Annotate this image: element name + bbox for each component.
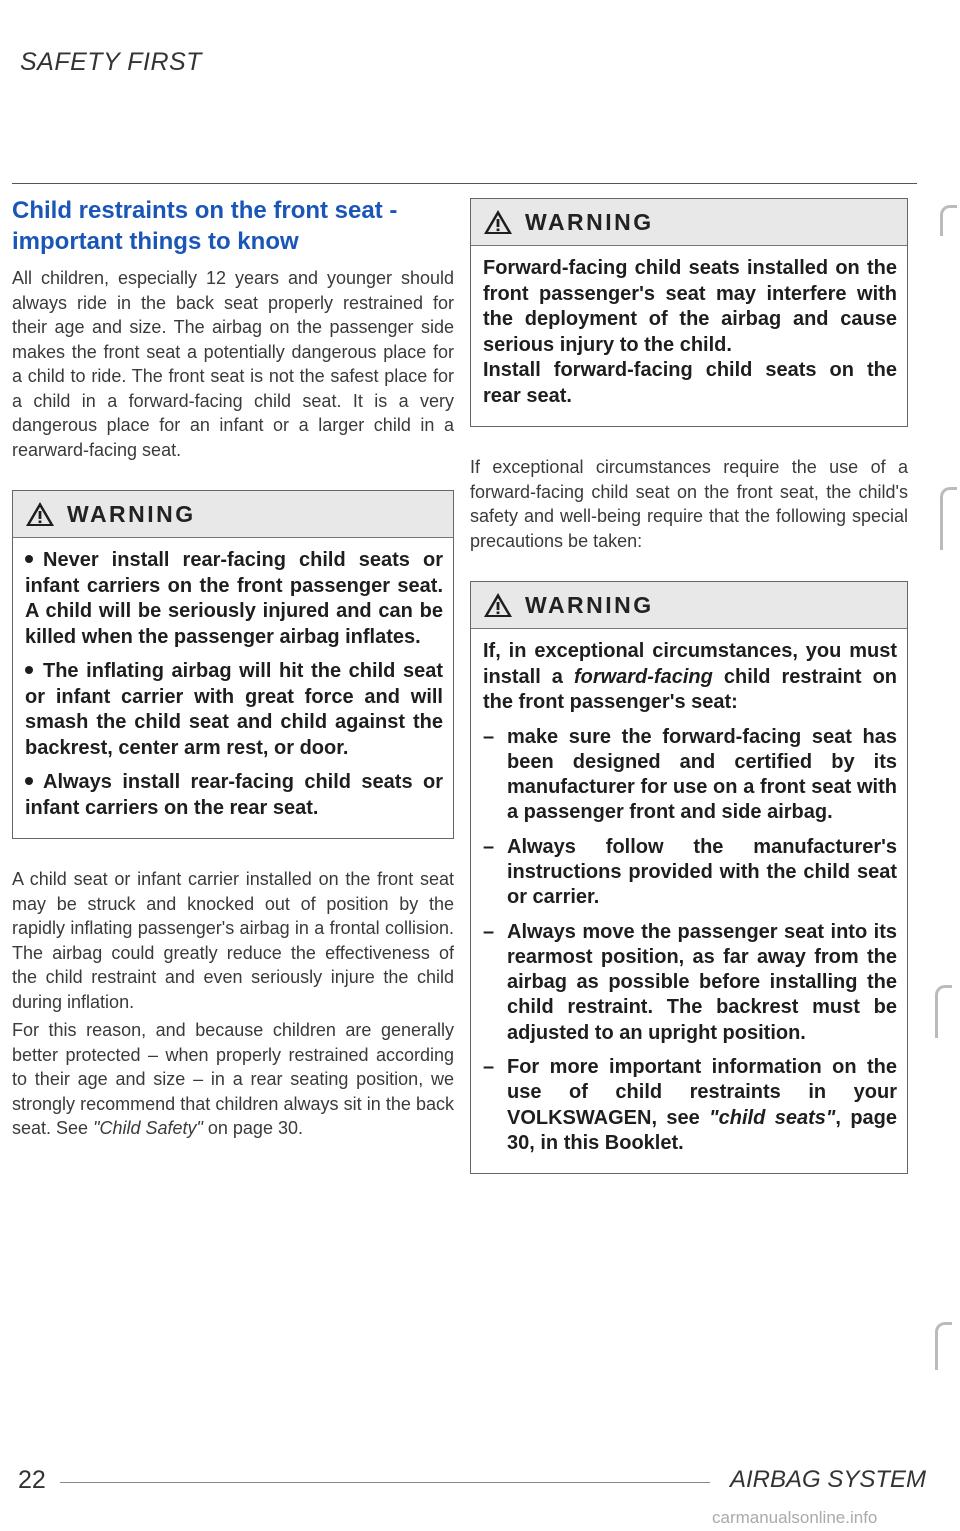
warning-body (471, 246, 907, 426)
top-divider (12, 183, 917, 184)
warning-header (471, 199, 907, 246)
page-edge-mark (935, 985, 952, 1038)
warning-text: Install forward-facing child seats on the rear seat. (483, 359, 897, 407)
warning-header (471, 582, 907, 629)
warning-bullet: The inflating airbag will hit the child seat or infant carrier with great force and will smash the child seat and child against the backrest, center arm rest, or door. (25, 660, 443, 759)
warning-list-item: – Always move the passenger seat into its rearmost position, as far away from the airbag as possible before installing the child restraint. The backrest must be adjusted to an upright position. (483, 920, 897, 1044)
warning-list-item: – For more important information on the use of child restraints in your VOLKSWAGEN, see "child seats", page 30, in this Booklet. (483, 1056, 897, 1154)
bullet-icon (25, 666, 33, 674)
left-column (12, 195, 454, 1141)
warning-triangle-icon (483, 592, 513, 618)
warning-triangle-icon (25, 501, 55, 527)
warning-label: WARNING (525, 208, 654, 235)
page-number: 22 (18, 1466, 46, 1494)
child-seats-reference: "child seats" (709, 1106, 836, 1129)
warning-list-item: – make sure the forward-facing seat has been designed and certified by its manufacturer for use on a front seat with a passenger front and side airbag. (483, 725, 897, 824)
warning-box-forward-facing (470, 198, 908, 427)
bullet-icon (25, 555, 33, 563)
paragraph-recommendation: For this reason, and because children are generally better protected – when properly restrained according to their age and size – in a rear seating position, we strongly recommend that children always sit in the back seat. See "Child Safety" on page 30. (12, 1020, 454, 1138)
section-heading: Child restraints on the front seat - important things to know (12, 197, 398, 255)
right-column (470, 196, 908, 1202)
paragraph-frontal-collision: A child seat or infant carrier installed on the front seat may be struck and knocked out of position by the rapidly inflating passenger's airbag in a frontal collision. The airbag could greatly reduce the effectiveness of the child restraint and even seriously injure the child during inflation. (12, 869, 454, 1012)
page-header-title: SAFETY FIRST (20, 48, 202, 76)
footer-title: AIRBAG SYSTEM (730, 1466, 927, 1493)
page-edge-mark (940, 487, 957, 550)
warning-bullet: Always install rear-facing child seats or infant carriers on the rear seat. (25, 771, 443, 819)
child-safety-reference: "Child Safety" (93, 1118, 203, 1138)
warning-box-left (12, 490, 454, 839)
warning-intro: If, in exceptional circumstances, you must install a forward-facing child restraint on the front passenger's seat: (483, 640, 897, 713)
intro-paragraph: All children, especially 12 years and younger should always ride in the back seat properly restrained for their age and size. The airbag on the passenger side makes the front seat a potentially dangerous place for a child to ride. The front seat is not the safest place for a child in a forward-facing child seat. It is a very dangerous place for an infant or a larger child in a rearward-facing seat. (12, 268, 454, 460)
warning-label: WARNING (67, 500, 196, 527)
page-edge-mark (940, 205, 957, 236)
watermark: carmanualsonline.info (712, 1508, 878, 1527)
warning-body (471, 629, 907, 1173)
warning-body (13, 538, 453, 838)
warning-list-item: – Always follow the manufacturer's instructions provided with the child seat or carrier. (483, 835, 897, 909)
warning-triangle-icon (483, 209, 513, 235)
paragraph-exceptional: If exceptional circumstances require the use of a forward-facing child seat on the front seat, the child's safety and well-being require that the following special precautions be taken: (470, 457, 908, 551)
footer-divider (60, 1482, 710, 1483)
warning-bullet: Never install rear-facing child seats or infant carriers on the front passenger seat. A child will be seriously injured and can be killed when the passenger airbag inflates. (25, 549, 443, 648)
warning-label: WARNING (525, 591, 654, 618)
page-edge-mark (935, 1322, 952, 1370)
warning-box-exceptional (470, 581, 908, 1174)
bullet-icon (25, 777, 33, 785)
warning-text: Forward-facing child seats installed on the front passenger's seat may interfere with the deployment of the airbag and cause serious injury to the child. (483, 257, 897, 356)
warning-header (13, 491, 453, 538)
